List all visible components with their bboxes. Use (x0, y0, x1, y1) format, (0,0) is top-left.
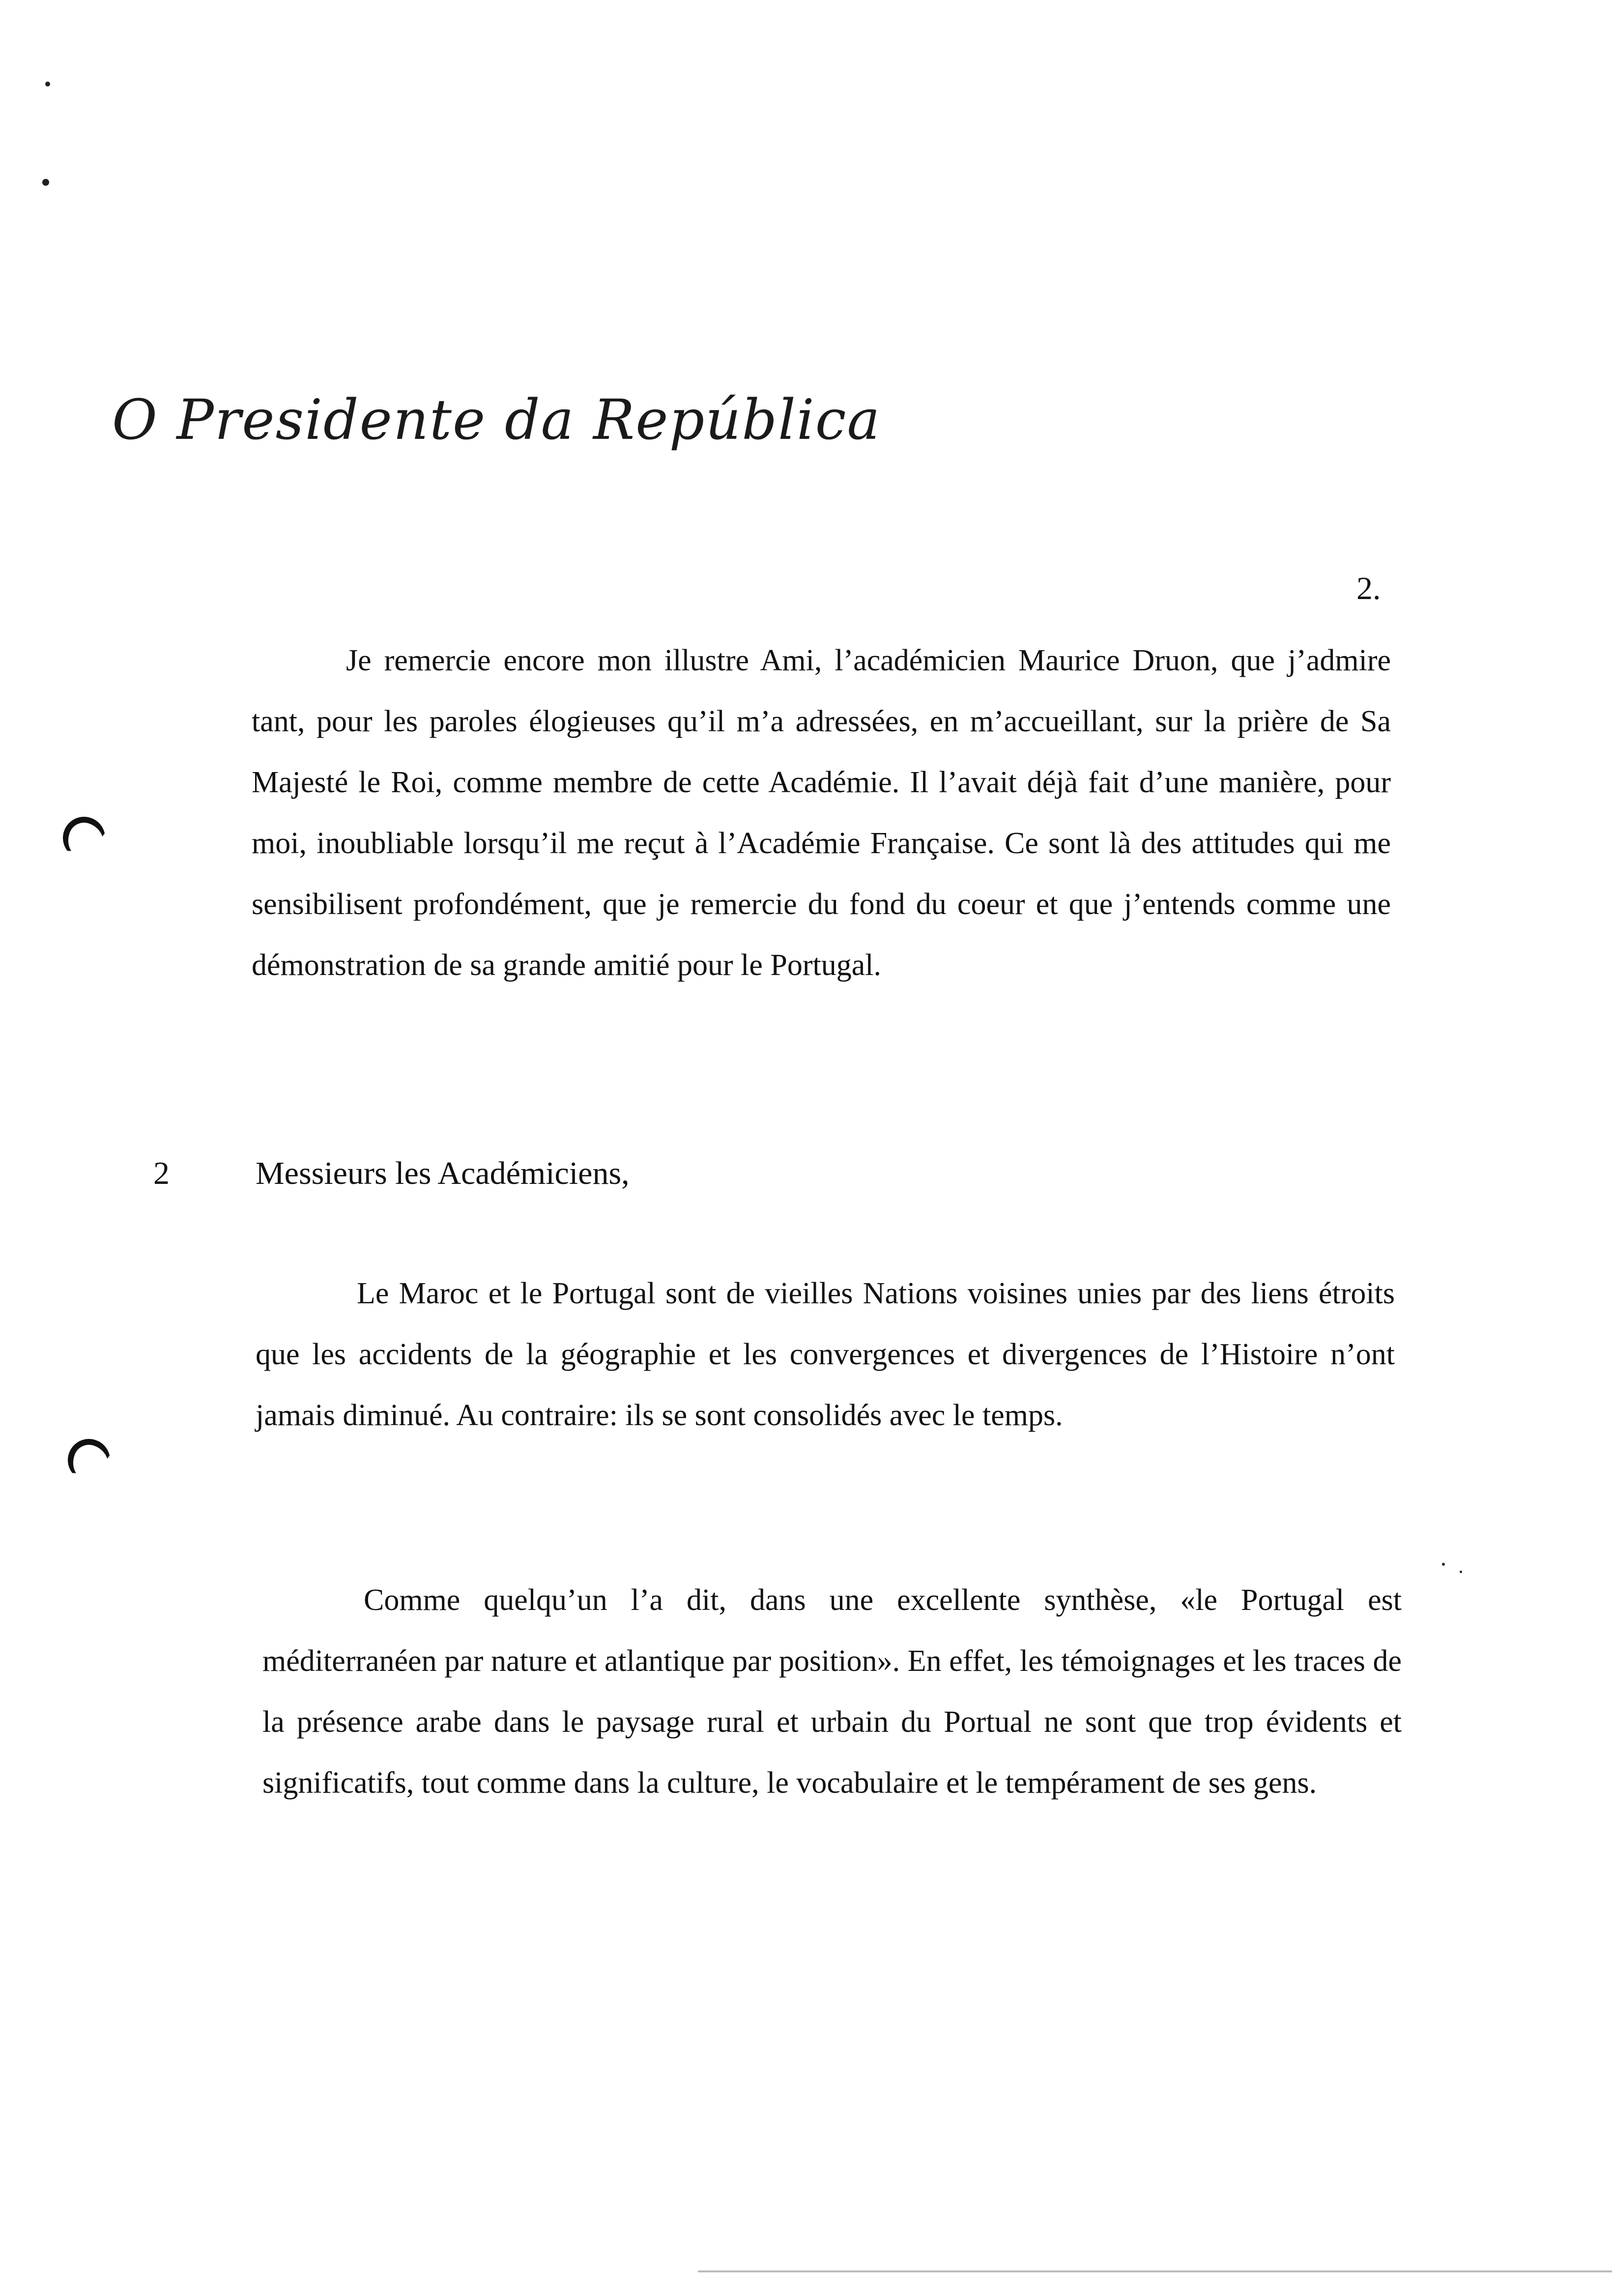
punch-hole-mark (62, 1433, 116, 1487)
paragraph-synthesis: Comme quelqu’un l’a dit, dans une excellente synthèse, «le Portugal est méditerranéen par nature et atlantique par position». En effet, les témoignages et les traces de la présence arabe dans le paysage rural et urbain du Portual ne sont que trop évidents et significatifs, tout comme dans la culture, le vocabulaire et le tempérament de ses gens. (262, 1583, 1402, 1800)
paragraph-thanks: Je remercie encore mon illustre Ami, l’académicien Maurice Druon, que j’admire tant, pour les paroles élogieuses qu’il m’a adressées, en m’accueillant, sur la prière de Sa Majesté le Roi, comme membre de cette Académie. Il l’avait déjà fait d’une manière, pour moi, inoubliable lorsqu’il me reçut à l’Académie Française. Ce sont là des attitudes qui me sensibilisent profondément, que je remercie du fond du coeur et que j’entends comme une démonstration de sa grande amitié pour le Portugal. (252, 644, 1391, 982)
salutation: Messieurs les Académiciens, (256, 1155, 630, 1191)
letterhead-script: O Presidente da República (112, 388, 881, 452)
scan-speck (45, 82, 50, 86)
punch-hole-mark (57, 811, 111, 865)
scan-speck (1460, 1571, 1462, 1573)
scan-speck (42, 179, 49, 186)
page-number: 2. (1356, 571, 1381, 606)
margin-section-number: 2 (153, 1155, 170, 1191)
scan-edge-line (698, 2270, 1612, 2272)
paragraph-nations: Le Maroc et le Portugal sont de vieilles Nations voisines unies par des liens étroits que les accidents de la géographie et les convergences et divergences de l’Histoire n’ont jamais diminué. Au contraire: ils se sont consolidés avec le temps. (256, 1277, 1395, 1432)
scan-speck (1442, 1563, 1445, 1566)
